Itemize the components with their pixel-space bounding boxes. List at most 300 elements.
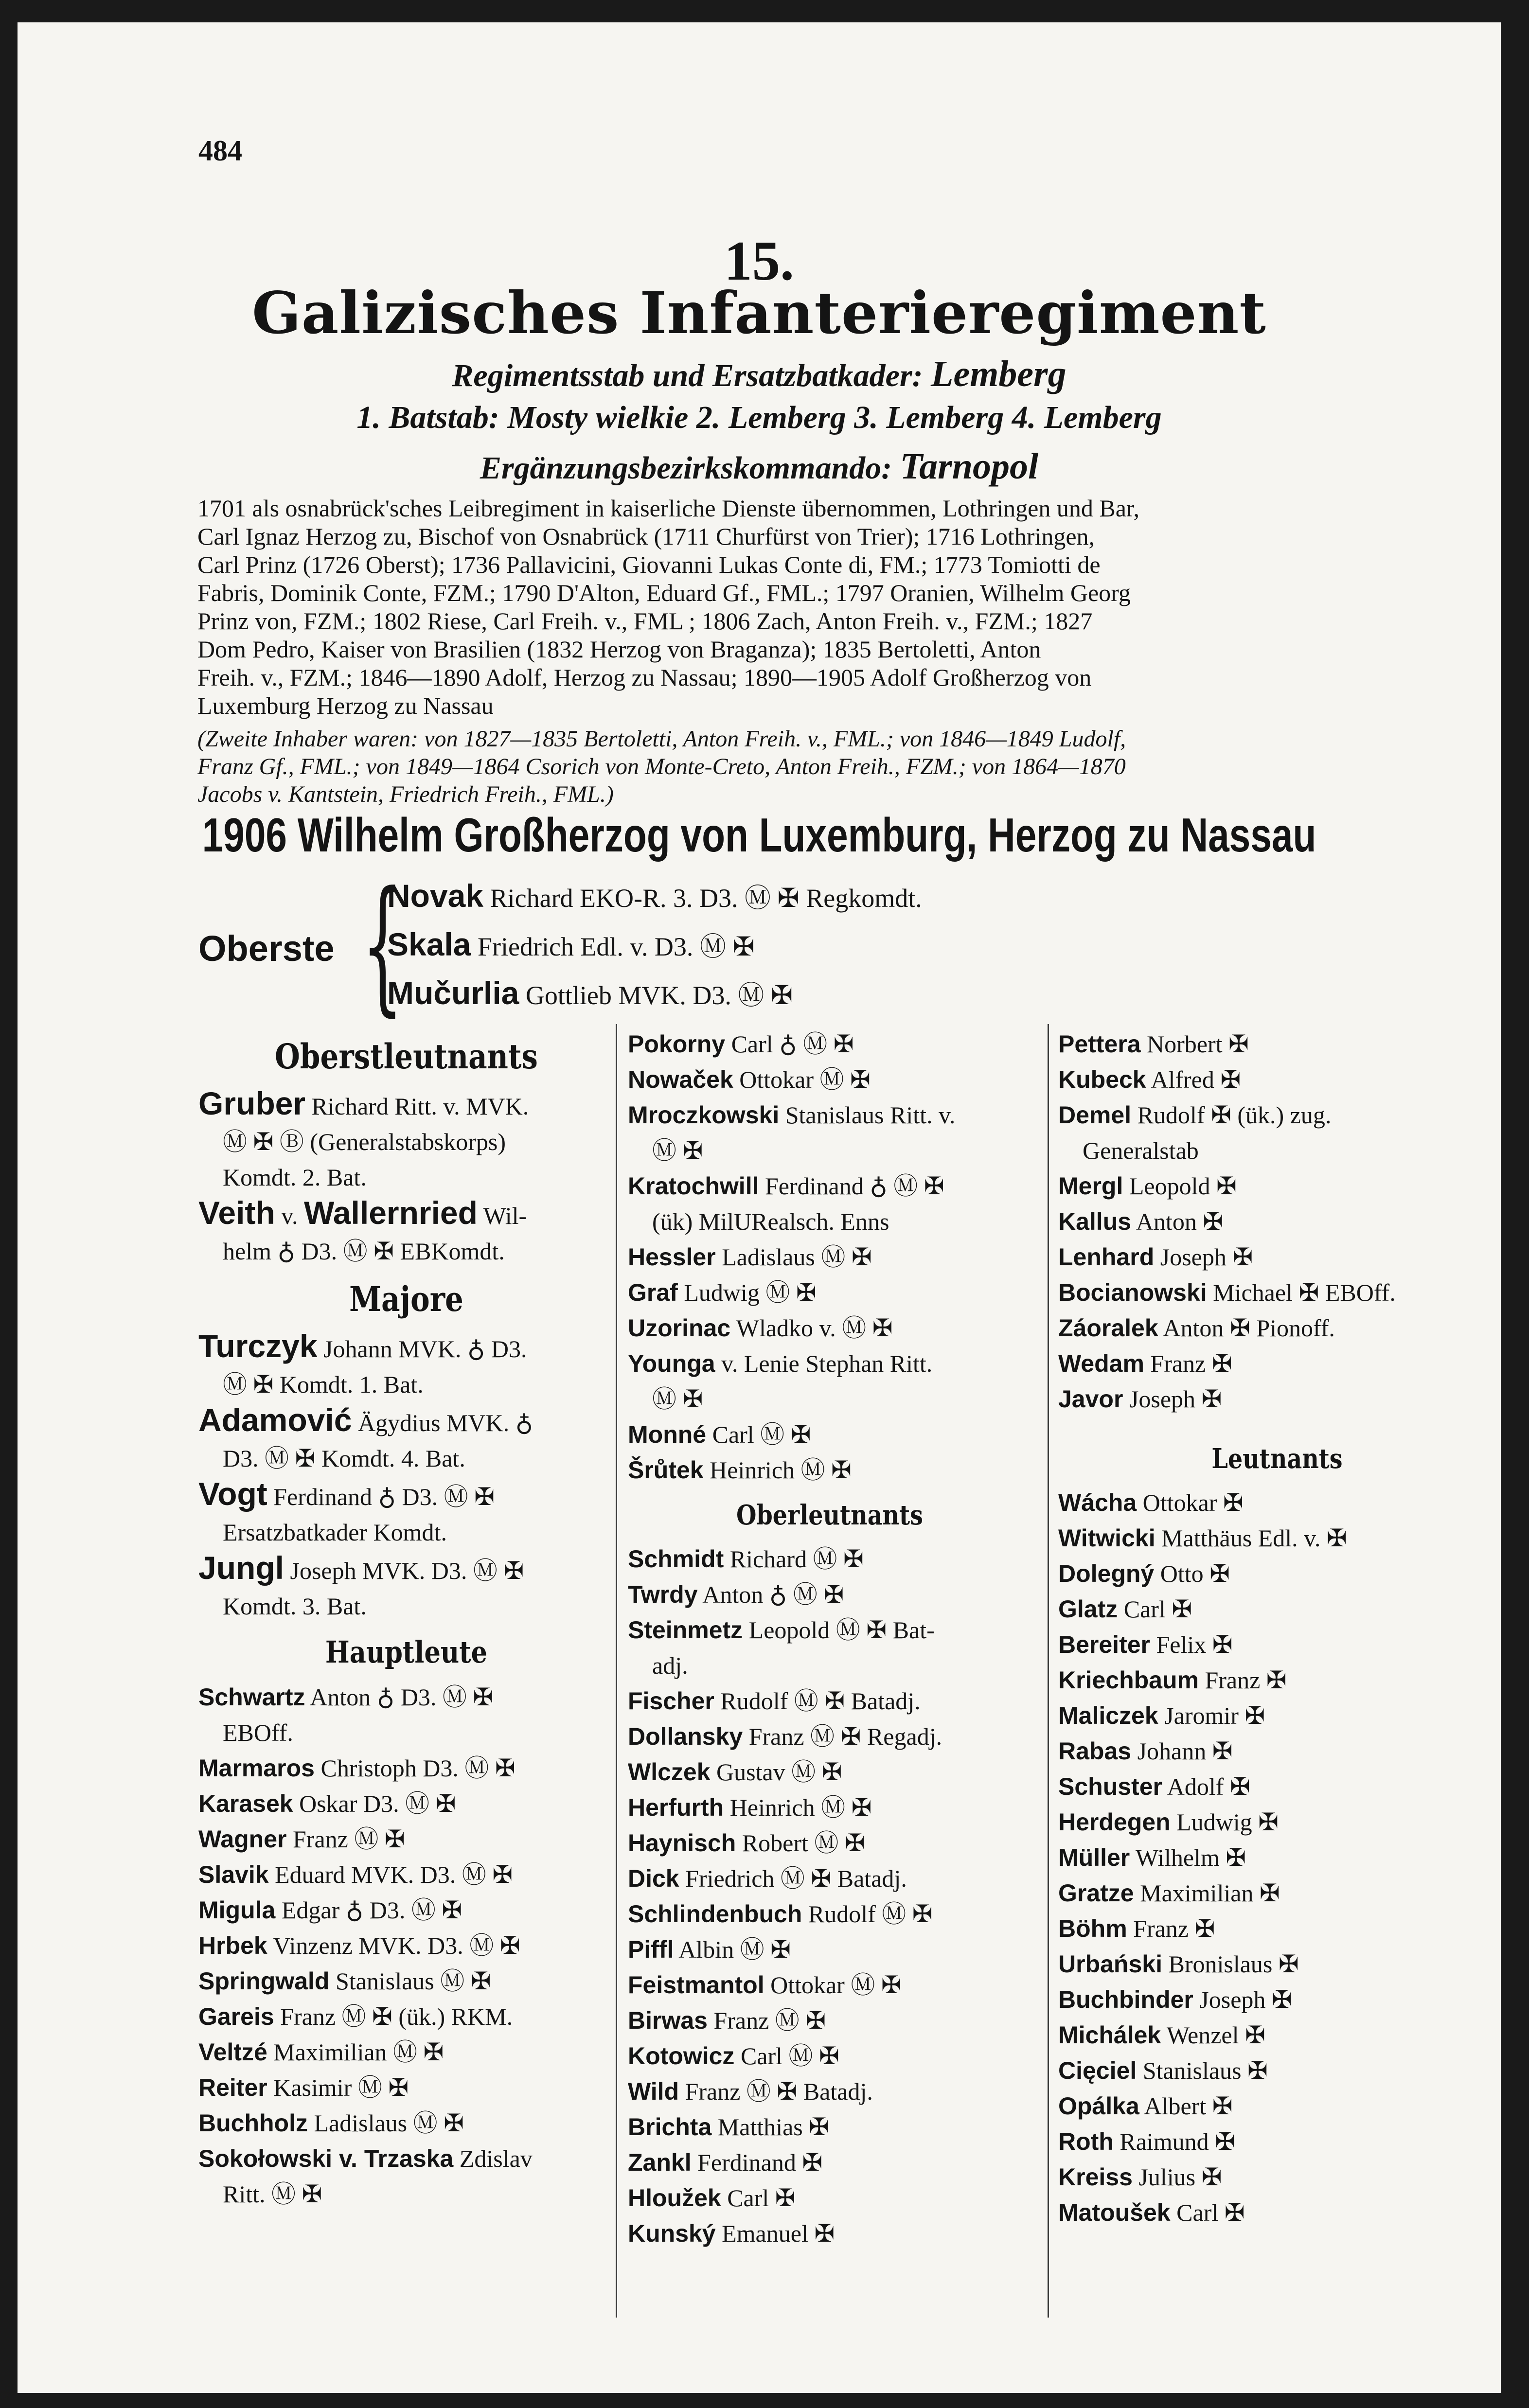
officer-entry [628, 1932, 1031, 1967]
officer-entry [628, 2003, 1031, 2038]
officer-name: Jungl [198, 1550, 284, 1586]
officer-entry-continuation: EBOff. [223, 1719, 293, 1746]
officer-name: Piffl [628, 1936, 674, 1963]
officer-details: Ägydius MVK. ♁ [357, 1409, 533, 1436]
officer-name: Bereiter [1058, 1631, 1150, 1658]
officer-details: Franz Ⓜ ✠ [713, 2007, 826, 2034]
officer-details: Jaromir ✠ [1164, 1702, 1265, 1729]
officer-entry [628, 2145, 1031, 2180]
officer-name: Müller [1058, 1844, 1130, 1871]
officer-entry [628, 2180, 1031, 2216]
officer-entry [1058, 1876, 1496, 1911]
officer-name: Mroczkowski [628, 1101, 780, 1129]
officer-name: Migula [198, 1896, 276, 1924]
officer-details: Albert ✠ [1144, 2092, 1233, 2120]
officer-entry [198, 1195, 614, 1234]
officer-name: Nowaček [628, 1066, 733, 1093]
oberstleutnants-list [198, 1086, 614, 1269]
officer-details: Michael ✠ EBOff. [1213, 1279, 1396, 1306]
officer-name: Zankl [628, 2149, 692, 2176]
history-line: Freih. v., FZM.; 1846—1890 Adolf, Herzog zu Nassau; 1890—1905 Adolf Großherzog von [197, 664, 1092, 691]
officer-entry-continuation: Generalstab [1083, 1137, 1199, 1164]
officer-details: Ottokar Ⓜ ✠ [739, 1066, 871, 1093]
zweite-line: (Zweite Inhaber waren: von 1827—1835 Bertoletti, Anton Freih. v., FML.; von 1846—1849 Ludolf, [197, 726, 1126, 752]
batstab-line: 1. Batstab: Mosty wielkie 2. Lemberg 3. Lemberg 4. Lemberg [356, 400, 1162, 435]
document-page [18, 22, 1501, 2393]
officer-entry [628, 1346, 1031, 1381]
officer-entry [198, 1857, 614, 1893]
regiment-number: 15. [724, 230, 794, 292]
leutnants-list [1058, 1485, 1496, 2231]
officer-details: Anton ♁ D3. Ⓜ ✠ [310, 1683, 494, 1711]
officer-details: v. [281, 1202, 298, 1229]
officer-details: Franz Ⓜ ✠ Regadj. [748, 1723, 942, 1750]
officer-entry [628, 2038, 1031, 2074]
officer-name: Pokorny [628, 1030, 726, 1058]
officer-name: Graf [628, 1279, 678, 1306]
oberst-entry [387, 926, 1165, 974]
regimentsstab-label: Regimentsstab und Ersatzbatkader: [452, 358, 931, 393]
officer-details: Gottlieb MVK. D3. Ⓜ ✠ [525, 981, 793, 1010]
officer-name: Karasek [198, 1790, 293, 1817]
officer-entry [1058, 1840, 1496, 1876]
officer-details: Richard Ritt. v. MVK. [311, 1093, 529, 1120]
officer-entry [1058, 2089, 1496, 2124]
history-line: Carl Prinz (1726 Oberst); 1736 Pallavicini, Giovanni Lukas Conte di, FM.; 1773 Tomiotti de [197, 551, 1101, 578]
officer-details: Carl Ⓜ ✠ [740, 2042, 839, 2070]
officer-details: Anton ✠ Pionoff. [1163, 1314, 1335, 1342]
officer-entry [1058, 1769, 1496, 1805]
officer-entry [198, 1999, 614, 2035]
officer-name: Springwald [198, 1967, 330, 1995]
officer-name: Schuster [1058, 1773, 1162, 1800]
officer-entry [1058, 1169, 1496, 1204]
officer-entry [1058, 1982, 1496, 2018]
officer-entry [1058, 1734, 1496, 1769]
officer-name: Veltzé [198, 2038, 267, 2066]
officer-name: Šrůtek [628, 1456, 704, 1484]
officer-entry [198, 1893, 614, 1928]
officer-name: Younga [628, 1350, 715, 1377]
officer-entry [628, 1967, 1031, 2003]
officer-name: Maliczek [1058, 1702, 1158, 1729]
officer-entry [198, 2035, 614, 2070]
officer-entry [628, 1169, 1031, 1204]
section-heading-majore: Majore [349, 1279, 463, 1319]
officer-entry-continuation: D3. Ⓜ ✠ Komdt. 4. Bat. [223, 1445, 465, 1472]
officer-entry [1058, 1698, 1496, 1734]
officer-details: Stanislaus Ⓜ ✠ [335, 1967, 491, 1995]
officer-name: Kreiss [1058, 2163, 1133, 2191]
officer-details: Franz ✠ [1205, 1666, 1287, 1694]
officer-entry [628, 2109, 1031, 2145]
officer-name: Herfurth [628, 1794, 724, 1821]
officer-details: Carl ✠ [727, 2184, 796, 2212]
officer-details: Leopold ✠ [1129, 1172, 1237, 1200]
officer-name: Dolegný [1058, 1560, 1155, 1587]
officer-details: Richard Ⓜ ✠ [729, 1545, 864, 1573]
officer-details: Ladislaus Ⓜ ✠ [722, 1243, 872, 1271]
oberleutnants-continued-list [1058, 1027, 1496, 1417]
inhaber-heading: 1906 Wilhelm Großherzog von Luxemburg, Herzog zu Nassau [202, 808, 1316, 862]
officer-details: Emanuel ✠ [722, 2220, 835, 2247]
regiment-name: Galizisches Infanterieregiment [252, 279, 1266, 347]
officer-entry [1058, 1663, 1496, 1698]
officer-entry [1058, 1098, 1496, 1133]
officer-entry-continuation: Ⓜ ✠ [652, 1385, 703, 1413]
officer-details: Ferdinand ♁ Ⓜ ✠ [764, 1172, 944, 1200]
officer-name: Opálka [1058, 2092, 1139, 2120]
officer-name: Kriechbaum [1058, 1666, 1199, 1694]
officer-entry [1058, 2195, 1496, 2231]
officer-entry [1058, 2053, 1496, 2089]
officer-entry [198, 1822, 614, 1857]
officer-entry [628, 1754, 1031, 1790]
officer-details: Ferdinand ✠ [697, 2149, 823, 2176]
officer-entry [628, 1683, 1031, 1719]
officer-details: Friedrich Edl. v. D3. Ⓜ ✠ [477, 932, 755, 961]
officer-details: Adolf ✠ [1167, 1773, 1250, 1800]
officer-name: Wedam [1058, 1350, 1144, 1377]
officer-entry [198, 1086, 614, 1124]
officer-details: Ladislaus Ⓜ ✠ [314, 2109, 464, 2137]
column-middle [628, 1027, 1031, 2251]
page-number: 484 [198, 135, 242, 167]
officer-name: Witwicki [1058, 1524, 1156, 1552]
officer-name: Wagner [198, 1825, 287, 1853]
officer-name: Kubeck [1058, 1066, 1146, 1093]
regimentsstab-place: Lemberg [931, 354, 1067, 394]
ergaenzung-label: Ergänzungsbezirkskommando: [480, 450, 900, 486]
officer-details: Anton ✠ [1136, 1208, 1224, 1235]
officer-entry [1058, 1346, 1496, 1381]
officer-name: Glatz [1058, 1595, 1118, 1623]
officer-details: v. Lenie Stephan Ritt. [721, 1350, 933, 1377]
officer-entry [198, 2141, 614, 2177]
history-line: Luxemburg Herzog zu Nassau [197, 692, 494, 719]
officer-details: Vinzenz MVK. D3. Ⓜ ✠ [273, 1932, 520, 1959]
oberleutnants-list [628, 1541, 1031, 2251]
officer-entry [628, 1275, 1031, 1310]
curly-brace: { [361, 860, 404, 1030]
officer-entry-continuation: Ⓜ ✠ Ⓑ (Generalstabskorps) [223, 1128, 506, 1155]
officer-name: Kotowicz [628, 2042, 735, 2070]
officer-details: Wilhelm ✠ [1135, 1844, 1246, 1871]
hauptleute-list [198, 1680, 614, 2212]
officer-entry [1058, 2124, 1496, 2160]
officer-name: Steinmetz [628, 1616, 743, 1644]
officer-name: Buchholz [198, 2109, 308, 2137]
officer-name: Schlindenbuch [628, 1900, 802, 1928]
officer-entry [1058, 1556, 1496, 1592]
officer-name: Schwartz [198, 1683, 305, 1711]
officer-name: Gareis [198, 2003, 274, 2030]
officer-entry-continuation: Ritt. Ⓜ ✠ [223, 2180, 322, 2208]
officer-name: Wild [628, 2078, 679, 2105]
officer-name: Lenhard [1058, 1243, 1155, 1271]
officer-entry [1058, 1239, 1496, 1275]
column-right [1058, 1027, 1496, 2231]
officer-name: Roth [1058, 2128, 1114, 2155]
officer-name: Hrbek [198, 1932, 267, 1959]
officer-details: Ludwig Ⓜ ✠ [684, 1279, 817, 1306]
officer-entry [198, 2070, 614, 2106]
column-divider [616, 1024, 617, 2318]
officer-name: Adamović [198, 1402, 352, 1438]
column-divider [1048, 1024, 1049, 2318]
officer-name: Hessler [628, 1243, 716, 1271]
officer-details: Wenzel ✠ [1166, 2021, 1265, 2049]
officer-details: Ottokar Ⓜ ✠ [770, 1971, 902, 1999]
history-line: 1701 als osnabrück'sches Leibregiment in kaiserliche Dienste übernommen, Lothringen und Bar, [197, 495, 1140, 522]
officer-name: Feistmantol [628, 1971, 764, 1999]
section-heading-oberleutnants: Oberleutnants [736, 1499, 923, 1531]
officer-details: Maximilian ✠ [1140, 1879, 1280, 1907]
officer-entry [1058, 2160, 1496, 2195]
officer-details: Carl ✠ [1123, 1595, 1192, 1623]
column-left [198, 1027, 614, 2212]
officer-entry [628, 1417, 1031, 1452]
officer-name: Dollansky [628, 1723, 743, 1750]
officer-name: Birwas [628, 2007, 708, 2034]
officer-details: Robert Ⓜ ✠ [742, 1829, 865, 1857]
zweite-line: Jacobs v. Kantstein, Friedrich Freih., FML.) [197, 781, 614, 807]
officer-name: Vogt [198, 1476, 267, 1512]
officer-entry [1058, 1947, 1496, 1982]
history-line: Prinz von, FZM.; 1802 Riese, Carl Freih. v., FML ; 1806 Zach, Anton Freih. v., FZM.; 1827 [197, 607, 1093, 635]
officer-details: Wladko v. Ⓜ ✠ [736, 1314, 893, 1342]
officer-details: Matthias ✠ [717, 2113, 830, 2141]
ergaenzung-line [18, 445, 1501, 488]
officer-entry [1058, 1381, 1496, 1417]
officer-entry [1058, 1062, 1496, 1098]
history-line: Dom Pedro, Kaiser von Brasilien (1832 Herzog von Braganza); 1835 Bertoletti, Anton [197, 636, 1041, 663]
officer-name: Herdegen [1058, 1808, 1171, 1836]
officer-entry [628, 1612, 1031, 1648]
officer-entry [628, 1310, 1031, 1346]
officer-entry [198, 1964, 614, 1999]
officer-entry [628, 2216, 1031, 2251]
officer-details: Felix ✠ [1156, 1631, 1233, 1658]
officer-details: Maximilian Ⓜ ✠ [273, 2038, 444, 2066]
officer-name: Buchbinder [1058, 1986, 1193, 2013]
officer-entry [1058, 1310, 1496, 1346]
officer-details: Bronislaus ✠ [1168, 1950, 1299, 1978]
officer-details: Rudolf ✠ (ük.) zug. [1137, 1101, 1332, 1129]
officer-details: Franz Ⓜ ✠ Batadj. [685, 2078, 873, 2105]
officer-name-part: Wallernried [303, 1195, 478, 1231]
officer-entry-continuation: (ük) MilURealsch. Enns [652, 1208, 889, 1235]
officer-details: Carl ♁ Ⓜ ✠ [731, 1030, 854, 1058]
officer-entry [628, 2074, 1031, 2109]
officer-details: Ottokar ✠ [1142, 1489, 1244, 1516]
officer-name: Schmidt [628, 1545, 724, 1573]
officer-entry [628, 1452, 1031, 1488]
section-heading-oberstleutnants: Oberstleutnants [275, 1036, 538, 1077]
officer-name: Dick [628, 1865, 679, 1892]
oberst-entry [387, 877, 1165, 926]
zweite-inhaber [197, 725, 1469, 808]
officer-name: Reiter [198, 2074, 267, 2101]
officer-details: Joseph ✠ [1129, 1385, 1222, 1413]
officer-details: Franz ✠ [1133, 1915, 1215, 1942]
officer-details: Otto ✠ [1160, 1560, 1230, 1587]
officer-details: Stanislaus Ritt. v. [785, 1101, 956, 1129]
officer-name: Brichta [628, 2113, 712, 2141]
officer-details: Franz Ⓜ ✠ (ük.) RKM. [280, 2003, 513, 2030]
officer-name: Skala [387, 926, 471, 962]
officer-name: Urbański [1058, 1950, 1162, 1978]
officer-entry [198, 1680, 614, 1715]
officer-entry [628, 1577, 1031, 1612]
officer-details: Kasimir Ⓜ ✠ [273, 2074, 409, 2101]
officer-entry [628, 1825, 1031, 1861]
officer-details: Wil- [483, 1202, 527, 1229]
officer-entry [1058, 1485, 1496, 1521]
officer-name: Matoušek [1058, 2199, 1171, 2226]
officer-name: Hloužek [628, 2184, 721, 2212]
officer-name: Michálek [1058, 2021, 1161, 2049]
majore-list [198, 1328, 614, 1624]
section-heading-hauptleute: Hauptleute [325, 1634, 488, 1670]
ergaenzung-place: Tarnopol [900, 446, 1039, 487]
officer-name: Kratochwill [628, 1172, 759, 1200]
officer-details: Gustav Ⓜ ✠ [716, 1758, 842, 1786]
officer-details: Stanislaus ✠ [1142, 2057, 1268, 2084]
officer-name: Böhm [1058, 1915, 1127, 1942]
officer-name: Rabas [1058, 1737, 1132, 1765]
officer-entry [1058, 1805, 1496, 1840]
officer-entry [198, 1328, 614, 1367]
officer-entry-continuation: adj. [652, 1652, 688, 1679]
history-line: Carl Ignaz Herzog zu, Bischof von Osnabrück (1711 Churfürst von Trier); 1716 Lothringen, [197, 523, 1095, 550]
officer-entry [1058, 1627, 1496, 1663]
officer-entry [1058, 1204, 1496, 1239]
officer-entry [628, 1719, 1031, 1754]
officer-entry [628, 1541, 1031, 1577]
officer-name: Fischer [628, 1687, 714, 1715]
officer-entry [628, 1896, 1031, 1932]
officer-name: Sokołowski v. Trzaska [198, 2145, 454, 2172]
officer-entry-continuation: Komdt. 2. Bat. [223, 1164, 367, 1191]
officer-name: Wlczek [628, 1758, 711, 1786]
officer-entry [198, 1928, 614, 1964]
officer-details: Anton ♁ Ⓜ ✠ [702, 1581, 844, 1608]
officer-name: Pettera [1058, 1030, 1141, 1058]
officer-entry-continuation: Ⓜ ✠ [652, 1137, 703, 1164]
officer-details: Norbert ✠ [1147, 1030, 1249, 1058]
officer-entry [198, 1402, 614, 1441]
officer-entry-continuation: Ⓜ ✠ Komdt. 1. Bat. [223, 1371, 424, 1398]
zweite-line: Franz Gf., FML.; von 1849—1864 Csorich von Monte-Creto, Anton Freih., FZM.; von 1864—1870 [197, 754, 1126, 779]
officer-details: Albin Ⓜ ✠ [678, 1936, 791, 1963]
officer-name: Bocianowski [1058, 1279, 1207, 1306]
officer-name: Kallus [1058, 1208, 1132, 1235]
officer-name: Gratze [1058, 1879, 1134, 1907]
officer-entry [628, 1239, 1031, 1275]
history-line: Fabris, Dominik Conte, FZM.; 1790 D'Alton, Eduard Gf., FML.; 1797 Oranien, Wilhelm Georg [197, 579, 1131, 606]
oberst-entry [387, 974, 1165, 1023]
officer-name: Monné [628, 1421, 707, 1448]
officer-details: Ferdinand ♁ D3. Ⓜ ✠ [273, 1483, 495, 1510]
hauptleute-continued-list [628, 1027, 1031, 1488]
officer-details: Rudolf Ⓜ ✠ [808, 1900, 933, 1928]
officer-entry [1058, 1911, 1496, 1947]
officer-entry [198, 1751, 614, 1786]
officer-name: Haynisch [628, 1829, 736, 1857]
officer-entry [1058, 1275, 1496, 1310]
officer-details: Rudolf Ⓜ ✠ Batadj. [720, 1687, 921, 1715]
officer-name: Cięciel [1058, 2057, 1137, 2084]
officer-name: Záoralek [1058, 1314, 1158, 1342]
officer-entry [628, 1098, 1031, 1133]
officer-name: Demel [1058, 1101, 1132, 1129]
officer-entry [1058, 1592, 1496, 1627]
officer-details: Johann ✠ [1137, 1737, 1233, 1765]
officer-name: Veith [198, 1195, 275, 1231]
section-heading-leutnants: Leutnants [1211, 1443, 1343, 1475]
officer-entry [1058, 1027, 1496, 1062]
officer-entry [1058, 1521, 1496, 1556]
oberste-list [387, 877, 1165, 1023]
officer-details: Heinrich Ⓜ ✠ [710, 1456, 852, 1484]
officer-name: Wácha [1058, 1489, 1137, 1516]
officer-name: Gruber [198, 1085, 306, 1121]
officer-details: Joseph ✠ [1199, 1986, 1292, 2013]
officer-details: Franz ✠ [1150, 1350, 1232, 1377]
officer-entry [628, 1790, 1031, 1825]
officer-details: Carl ✠ [1176, 2199, 1245, 2226]
officer-entry-continuation: helm ♁ D3. Ⓜ ✠ EBKomdt. [223, 1238, 505, 1265]
officer-details: Matthäus Edl. v. ✠ [1161, 1524, 1347, 1552]
regiment-history [197, 494, 1469, 720]
officer-details: Joseph MVK. D3. Ⓜ ✠ [290, 1557, 524, 1584]
officer-details: Franz Ⓜ ✠ [293, 1825, 405, 1853]
officer-details: Leopold Ⓜ ✠ Bat- [748, 1616, 935, 1644]
officer-details: Zdislav [459, 2145, 533, 2172]
officer-details: Heinrich Ⓜ ✠ [729, 1794, 872, 1821]
officer-details: Edgar ♁ D3. Ⓜ ✠ [281, 1896, 462, 1924]
officer-details: Richard EKO-R. 3. D3. Ⓜ ✠ Regkomdt. [490, 884, 922, 913]
officer-entry [198, 1550, 614, 1589]
officer-entry [198, 1786, 614, 1822]
officer-details: Oskar D3. Ⓜ ✠ [299, 1790, 456, 1817]
officer-name: Novak [387, 878, 484, 914]
officer-entry [1058, 2018, 1496, 2053]
officer-details: Raimund ✠ [1120, 2128, 1236, 2155]
officer-name: Marmaros [198, 1754, 315, 1782]
regimentsstab-line [18, 353, 1501, 395]
officer-name: Twrdy [628, 1581, 698, 1608]
officer-name: Kunský [628, 2220, 716, 2247]
officer-entry [198, 1476, 614, 1515]
officer-name: Mučurlia [387, 975, 519, 1011]
officer-details: Christoph D3. Ⓜ ✠ [320, 1754, 516, 1782]
officer-details: Eduard MVK. D3. Ⓜ ✠ [275, 1861, 513, 1888]
officer-name: Turczyk [198, 1328, 318, 1364]
officer-details: Alfred ✠ [1151, 1066, 1241, 1093]
officer-entry [628, 1027, 1031, 1062]
officer-entry-continuation: Ersatzbatkader Komdt. [223, 1519, 447, 1546]
officer-name: Mergl [1058, 1172, 1123, 1200]
officer-details: Friedrich Ⓜ ✠ Batadj. [685, 1865, 907, 1892]
officer-details: Julius ✠ [1138, 2163, 1222, 2191]
officer-details: Ludwig ✠ [1176, 1808, 1279, 1836]
officer-details: Joseph ✠ [1160, 1243, 1253, 1271]
officer-details: Carl Ⓜ ✠ [712, 1421, 811, 1448]
officer-entry [198, 2106, 614, 2141]
officer-details: Johann MVK. ♁ D3. [323, 1335, 527, 1363]
